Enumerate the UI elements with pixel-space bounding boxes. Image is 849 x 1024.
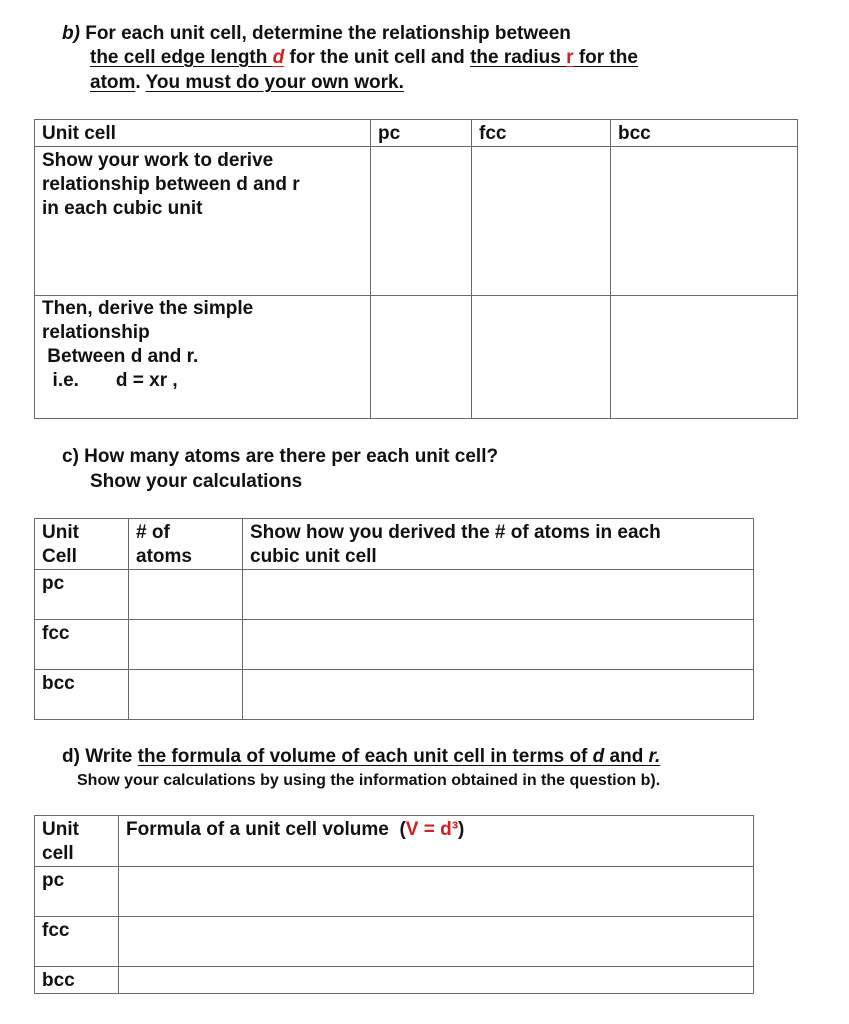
header-line: Unit [42,819,79,840]
volume-formula-table [34,815,754,994]
part-d-instruction: Show your calculations by using the information obtained in the question b). [77,772,661,789]
variable-r: r. [648,746,661,767]
row2-label-line: Between d and r. [42,346,199,367]
part-c-question: c) How many atoms are there per each unit cell? [62,446,499,467]
volume-formula-phrase: the formula of volume of each unit cell in terms of [137,746,593,767]
relationship-table [34,119,798,419]
table-row [35,917,754,967]
row-label-bcc: bcc [35,670,129,720]
part-b-connector: for the unit cell and [284,47,471,68]
part-b-label: b) [62,23,80,44]
header-line: Unit [42,522,79,543]
derivation-cell[interactable] [243,570,754,620]
atom-count-cell[interactable] [129,670,243,720]
derivation-cell[interactable] [243,670,754,720]
row2-label-line: i.e. d = xr , [42,370,178,391]
part-b-line-3 [90,71,404,95]
table-row [35,670,754,720]
answer-cell-fcc[interactable] [472,296,611,419]
row-label-pc: pc [35,570,129,620]
answer-cell-pc[interactable] [371,147,472,296]
volume-equation: V = d³ [405,819,459,840]
atom-word: atom [90,72,136,93]
row1-label-line: Show your work to derive [42,150,274,171]
header-fcc: fcc [472,120,611,147]
radius-phrase: the radius [470,47,567,68]
answer-cell-fcc[interactable] [472,147,611,296]
row2-label-line: relationship [42,322,150,343]
header-line: # of [136,522,170,543]
derive-work-label [35,147,371,296]
table-header-row [35,519,754,570]
header-derivation [243,519,754,570]
simple-relationship-label [35,296,371,419]
for-the-phrase: for the [573,47,638,68]
table-row [35,867,754,917]
header-unit-cell [35,519,129,570]
formula-cell[interactable] [119,967,754,994]
answer-cell-bcc[interactable] [611,147,798,296]
own-work-instruction: You must do your own work. [145,72,404,93]
header-unit-cell: Unit cell [35,120,371,147]
part-b-line-1 [62,22,571,46]
row1-label-line: relationship between d and r [42,174,300,195]
header-atom-count [129,519,243,570]
formula-paren-open: ( [399,819,406,840]
edge-length-phrase: the cell edge length [90,47,273,68]
formula-cell[interactable] [119,917,754,967]
variable-d: d [592,746,605,767]
part-d-question [62,745,660,769]
table-row [35,296,798,419]
header-line: cell [42,843,74,864]
part-c-instruction: Show your calculations [90,471,303,492]
header-line: Show how you derived the # of atoms in each [250,522,661,543]
variable-d: d [272,47,285,68]
row-label-fcc: fcc [35,620,129,670]
row-label-fcc: fcc [35,917,119,967]
header-line: atoms [136,546,192,567]
variable-r: r [566,47,574,68]
table-row [35,967,754,994]
formula-cell[interactable] [119,867,754,917]
write-word: d) Write [62,746,138,767]
table-row [35,147,798,296]
answer-cell-pc[interactable] [371,296,472,419]
header-pc: pc [371,120,472,147]
header-bcc: bcc [611,120,798,147]
atom-count-cell[interactable] [129,620,243,670]
table-row [35,570,754,620]
sentence-separator: . [135,72,146,93]
row1-label-line: in each cubic unit [42,198,203,219]
table-header-row [35,120,798,147]
header-volume-formula [119,816,754,867]
part-b-line-2 [90,46,638,70]
derivation-cell[interactable] [243,620,754,670]
header-line: Cell [42,546,77,567]
formula-paren-close: ) [458,819,465,840]
and-word: and [604,746,649,767]
table-row [35,620,754,670]
header-unit-cell [35,816,119,867]
atom-count-cell[interactable] [129,570,243,620]
part-b-question-text: For each unit cell, determine the relationship between [85,23,571,44]
row-label-bcc: bcc [35,967,119,994]
header-line: cubic unit cell [250,546,377,567]
volume-formula-label: Formula of a unit cell volume [126,819,400,840]
row-label-pc: pc [35,867,119,917]
table-header-row [35,816,754,867]
atoms-per-cell-table [34,518,754,720]
answer-cell-bcc[interactable] [611,296,798,419]
row2-label-line: Then, derive the simple [42,298,254,319]
